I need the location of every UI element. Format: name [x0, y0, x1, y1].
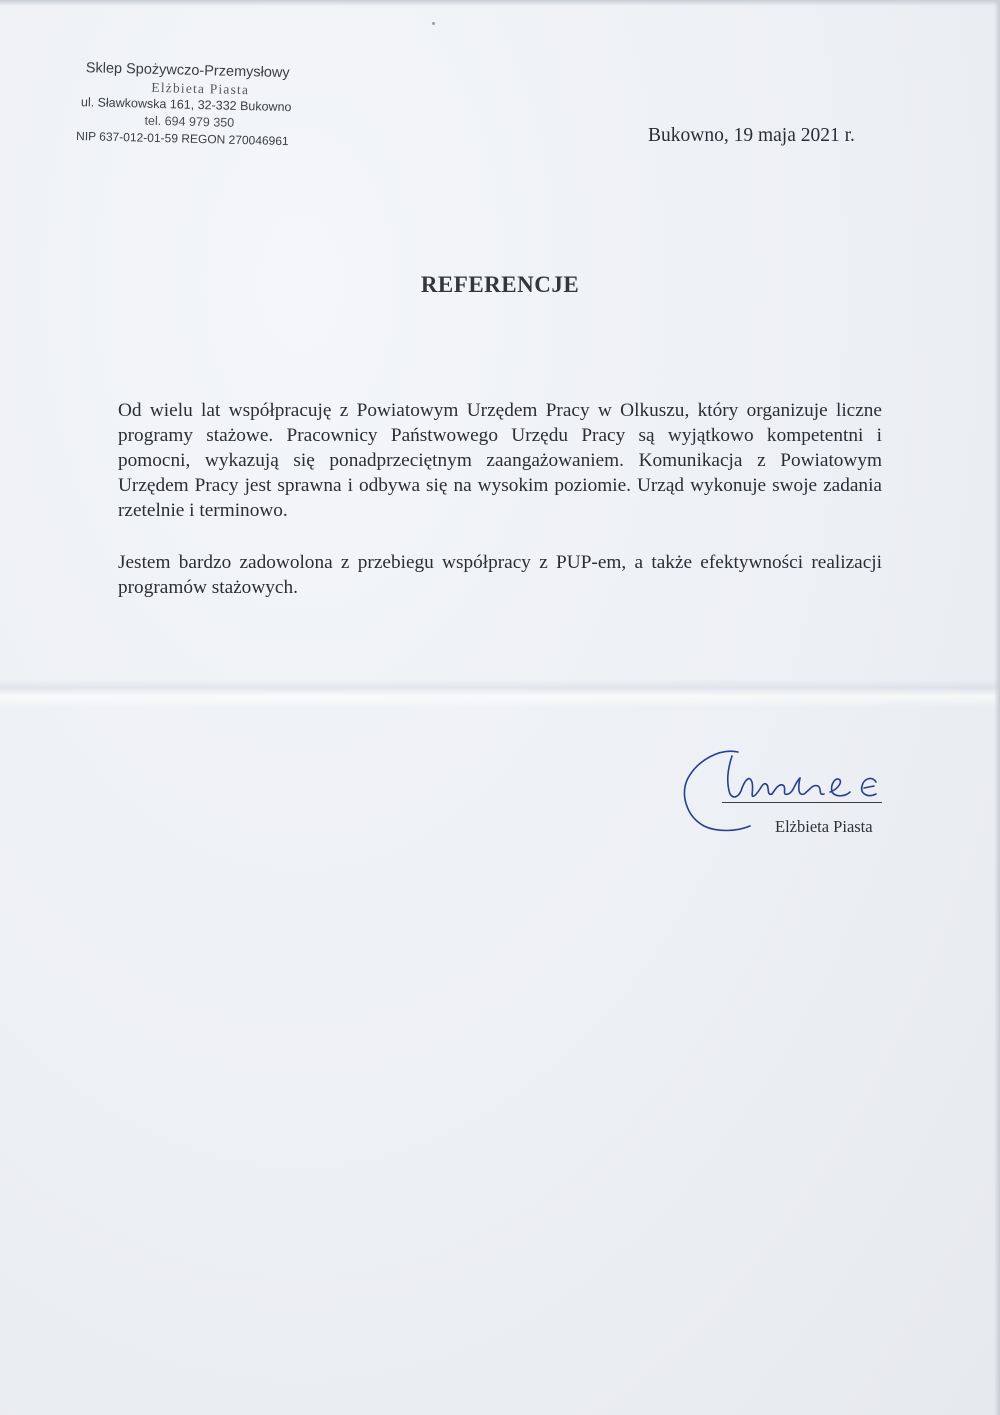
letter-paragraph-2: Jestem bardzo zadowolona z przebiegu współpracy z PUP-em, a także efektywności realizacji programów stażowych. [118, 552, 882, 598]
stamp-owner-name: Elżbieta Piasta [151, 79, 250, 98]
stamp-address: ul. Sławkowska 161, 32-332 Bukowno [80, 95, 292, 115]
letter-date: Bukowno, 19 maja 2021 r. [648, 125, 855, 146]
letter-paragraph-1: Od wielu lat współpracuję z Powiatowym Urzędem Pracy w Olkuszu, który organizuje liczne programy stażowe. Pracownicy Państwowego Urzędu Pracy są wyjątkowo kompetentni i pomocni, wykazują się ponadprzeciętnym zaangażowaniem. Komunikacja z Powiatowym Urzędem Pracy jest sprawna i odbywa się na wysokim poziomie. Urząd wykonuje swoje zadania rzetelnie i terminowo. [118, 400, 882, 521]
stamp-phone: tel. 694 979 350 [144, 113, 235, 130]
stamp-company-name: Sklep Spożywczo-Przemysłowy [85, 60, 290, 82]
paper-edge-top [0, 0, 1000, 6]
signature-line [722, 802, 882, 803]
paper-edge-right [994, 0, 1000, 1415]
paper-speck [432, 22, 435, 25]
signatory-name: Elżbieta Piasta [775, 817, 873, 836]
letter-title: REFERENCJE [420, 272, 580, 297]
company-stamp [76, 60, 318, 151]
stamp-tax-ids: NIP 637-012-01-59 REGON 270046961 [75, 128, 289, 149]
